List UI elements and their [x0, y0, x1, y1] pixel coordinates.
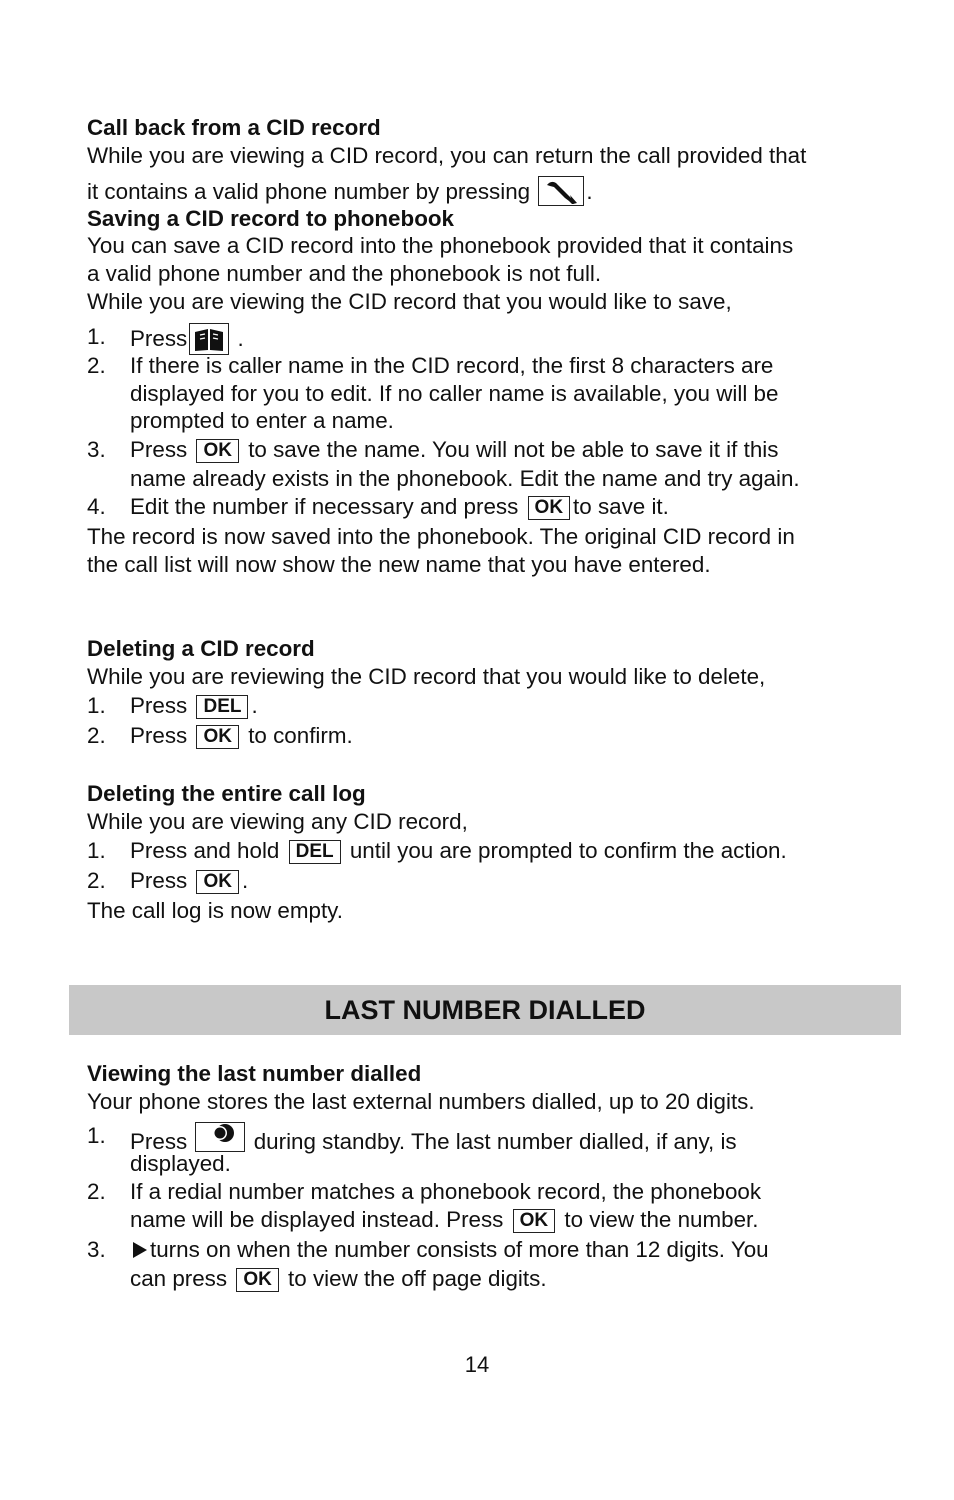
list-number: 3.: [87, 1237, 106, 1262]
paragraph-text: a valid phone number and the phonebook is not full.: [87, 261, 602, 286]
list-number: 1.: [87, 1123, 106, 1148]
arrow-right-icon: [130, 1238, 150, 1266]
list-number: 2.: [87, 723, 106, 748]
list-item: turns on when the number consists of more than 12 digits. You: [130, 1236, 769, 1266]
heading-deleting-cid: Deleting a CID record: [87, 636, 315, 661]
list-number: 1.: [87, 693, 106, 718]
paragraph-text: While you are reviewing the CID record that you would like to delete,: [87, 664, 766, 689]
paragraph-text: While you are viewing the CID record that you would like to save,: [87, 289, 732, 314]
heading-saving-cid: Saving a CID record to phonebook: [87, 206, 454, 231]
ok-key: OK: [513, 1209, 556, 1233]
list-item: Edit the number if necessary and press OK to save it.: [130, 494, 669, 519]
paragraph-text: You can save a CID record into the phonebook provided that it contains: [87, 233, 794, 258]
list-item: Press during standby. The last number dialled, if any, is: [130, 1122, 737, 1156]
list-item: prompted to enter a name.: [130, 408, 394, 433]
list-number: 2.: [87, 353, 106, 378]
list-item: If a redial number matches a phonebook record, the phonebook: [130, 1179, 762, 1204]
del-key: DEL: [289, 840, 341, 864]
del-key: DEL: [196, 695, 248, 719]
list-item: Press OK .: [130, 868, 249, 893]
paragraph-text: The record is now saved into the phonebook. The original CID record in: [87, 524, 795, 549]
ok-key: OK: [196, 725, 239, 749]
paragraph-text: the call list will now show the new name that you have entered.: [87, 552, 711, 577]
ok-key: OK: [196, 439, 239, 463]
heading-viewing-last-number: Viewing the last number dialled: [87, 1061, 422, 1086]
list-item: name already exists in the phonebook. Edit the name and try again.: [130, 466, 800, 491]
list-item: displayed.: [130, 1151, 231, 1176]
heading-deleting-call-log: Deleting the entire call log: [87, 781, 366, 806]
heading-call-back: Call back from a CID record: [87, 115, 381, 140]
list-item: can press OK to view the off page digits.: [130, 1266, 547, 1291]
paragraph-text: While you are viewing a CID record, you can return the call provided that: [87, 143, 807, 168]
paragraph-text: The call log is now empty.: [87, 898, 343, 923]
list-item: displayed for you to edit. If no caller name is available, you will be: [130, 381, 779, 406]
phone-handset-icon: [538, 176, 584, 206]
list-number: 2.: [87, 1179, 106, 1204]
list-number: 3.: [87, 437, 106, 462]
list-number: 1.: [87, 838, 106, 863]
list-number: 4.: [87, 494, 106, 519]
section-banner: [69, 985, 901, 1035]
list-item: Press .: [130, 323, 244, 355]
list-item: Press OK to confirm.: [130, 723, 353, 748]
list-number: 1.: [87, 324, 106, 349]
page-number: 14: [464, 1352, 490, 1377]
ok-key: OK: [196, 870, 239, 894]
list-item: name will be displayed instead. Press OK to view the number.: [130, 1207, 759, 1232]
redial-icon: [195, 1122, 245, 1152]
list-number: 2.: [87, 868, 106, 893]
list-item: Press and hold DEL until you are prompted to confirm the action.: [130, 838, 787, 863]
ok-key: OK: [528, 496, 571, 520]
list-item: Press DEL .: [130, 693, 258, 718]
phonebook-icon: [189, 323, 229, 355]
list-item: Press OK to save the name. You will not be able to save it if this: [130, 437, 779, 462]
ok-key: OK: [236, 1268, 279, 1292]
paragraph-text: While you are viewing any CID record,: [87, 809, 468, 834]
paragraph-text: Your phone stores the last external numbers dialled, up to 20 digits.: [87, 1089, 755, 1114]
banner-title: LAST NUMBER DIALLED: [324, 995, 646, 1025]
paragraph-text: it contains a valid phone number by pressing .: [87, 176, 593, 206]
list-item: If there is caller name in the CID record, the first 8 characters are: [130, 353, 774, 378]
